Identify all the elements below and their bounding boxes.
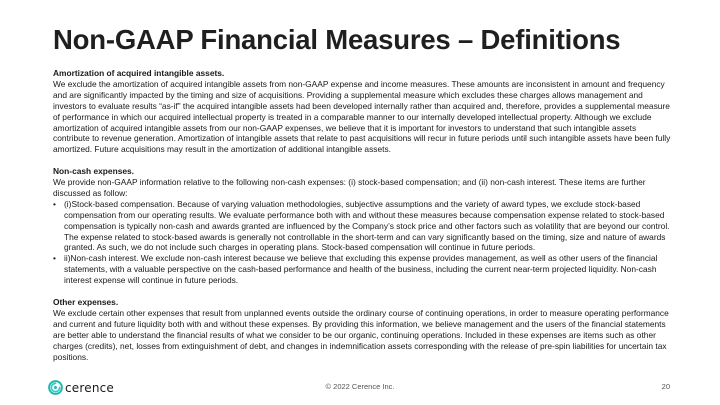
list-item — [53, 199, 675, 254]
section-amortization — [53, 68, 675, 155]
section-heading: Non-cash expenses. — [53, 166, 134, 177]
bullet-icon: • — [53, 198, 56, 209]
section-other — [53, 297, 675, 362]
section-paragraph: We exclude certain other expenses that result from unplanned events outside the ordinary course of continuing operations, in order to measure operating performance and current and future liquidity both with and without these expenses. By providing this information, we believe management and the users of the financial statements are better able to understand the financial results of what we consider to be our organic, continuing operations. Included in these expenses are items such as other charges (credits), net, losses from extinguishment of debt, and changes in indemnification assets corresponding with the release of pre-spin liabilities for uncertain tax positions. — [53, 307, 669, 362]
page-number: 20 — [661, 382, 670, 391]
bullet-text: ii)Non-cash interest. We exclude non-cash interest because we believe that excluding this expense provides management, as well as other users of the financial statements, with a valuable perspective on the cash-based performance and health of the business, including the current near-term projected liquidity. Non-cash interest expense will continue in future periods. — [64, 253, 658, 286]
slide-title: Non-GAAP Financial Measures – Definitions — [53, 24, 621, 55]
bullet-text: (i)Stock-based compensation. Because of varying valuation methodologies, subjective assumptions and the variety of award types, we exclude stock-based compensation from our operating results. We evaluate performance both with and without these measures because compensation expense related to stock-based compensation is typically non-cash and awards granted are influenced by the Company’s stock price and other factors such as volatility that are beyond our control. The expense related to stock-based awards is generally not controllable in the short-term and can vary significantly based on the timing, size and nature of awards granted. As such, we do not include such charges in operating plans. Stock-based compensation will continue in future periods. — [64, 198, 670, 253]
section-heading: Other expenses. — [53, 297, 119, 307]
logo-wordmark: cerence — [65, 380, 115, 395]
section-heading: Amortization of acquired intangible assets. — [53, 68, 225, 78]
section-paragraph: We exclude the amortization of acquired intangible assets from non-GAAP expense and income measures. These amounts are inconsistent in amount and frequency and are significantly impacted by the timing and size of acquisitions. Providing a supplemental measure which excludes these charges allows management and investors to evaluate results “as-if” the acquired intangible assets had been developed internally rather than acquired and, therefore, provides a supplemental measure of performance in which our acquired intellectual property is treated in a comparable manner to our internally developed intellectual property. Although we exclude amortization of acquired intangible assets from our non-GAAP expenses, we believe that it is important for investors to understand that such intangible assets contribute to revenue generation. Amortization of intangible assets that relate to past acquisitions will recur in future periods until such intangible assets have been fully amortized. Future acquisitions may result in the amortization of additional intangible assets. — [53, 78, 671, 155]
bullet-icon: • — [53, 253, 56, 264]
list-item — [53, 253, 675, 286]
copyright-text: © 2022 Cerence Inc. — [325, 382, 395, 391]
bullet-list — [53, 199, 675, 286]
section-paragraph: We provide non-GAAP information relative to the following non-cash expenses: (i) stock-based compensation; and (ii) non-cash interest. These items are further discussed as follow: — [53, 177, 646, 198]
section-noncash — [53, 166, 675, 286]
definitions-body — [53, 68, 675, 362]
